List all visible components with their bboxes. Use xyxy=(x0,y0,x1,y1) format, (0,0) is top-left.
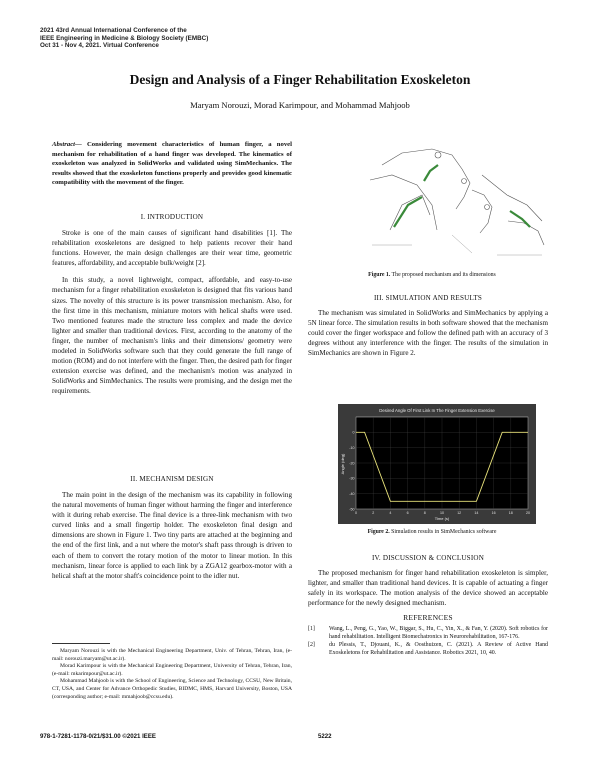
x-tick-label: 12 xyxy=(457,511,462,515)
figure-2-caption xyxy=(312,529,552,535)
y-tick-label: -20 xyxy=(349,461,355,466)
y-tick-label: -50 xyxy=(349,507,355,512)
abstract xyxy=(52,140,292,188)
mechanism-drawing xyxy=(312,135,552,268)
y-tick-label: -40 xyxy=(349,491,355,496)
chart-ylabel: Angle (deg) xyxy=(340,453,345,475)
reference-item xyxy=(308,626,548,641)
motor-green xyxy=(424,165,438,181)
dimension-line-3 xyxy=(452,235,472,253)
x-tick-label: 4 xyxy=(389,511,392,515)
x-tick-label: 10 xyxy=(440,511,444,515)
references-list xyxy=(308,626,548,658)
simulation-paragraph-1: The mechanism was simulated in SolidWorks and SimMechanics by applying a 5N linear force. The simulation results in both software showed that the mechanism could cover the finger workspace and follow the defined path with an accuracy of 3 degrees without any interference with the finger. The results of the simulation in SimMechanics are shown in Figure 2. xyxy=(308,309,548,358)
simulation-heading: III. SIMULATION AND RESULTS xyxy=(374,294,482,302)
simulation-chart xyxy=(338,404,536,524)
chart-xlabel: Time (s) xyxy=(434,516,450,521)
reference-item xyxy=(308,642,548,657)
paper-title: Design and Analysis of a Finger Rehabilitation Exoskeleton xyxy=(129,72,471,87)
fingertip-holder xyxy=(472,190,492,233)
abstract-lead: Abstract xyxy=(52,141,76,148)
intro-heading: I. INTRODUCTION xyxy=(140,213,204,221)
finger-outline-middle xyxy=(370,175,437,230)
footnote-rule xyxy=(52,643,110,644)
reference-text: Wang, L., Peng, G., Yao, W., Biggar, S., Hu, C., Yin, X., & Fan, Y. (2020). Soft robotics for hand rehabilitation. Intelligent Biomechatronics in Neurorehabilitation, 167-176. xyxy=(329,626,548,640)
abstract-text: Considering movement characteristics of human finger, a novel mechanism for rehabilitation of a hand finger was developed. The kinematics of exoskeleton was analyzed in SolidWorks and validated using SimMechanics. The results showed that the exoskeleton functions properly and provides good kinematic compatibility with the movement of the finger. xyxy=(52,141,293,187)
discussion-body xyxy=(308,568,548,608)
joint-1 xyxy=(435,152,441,158)
footnote-3: Mohammad Mahjoob is with the School of Engineering, Science and Technology, CCSU, New Britain, CT, USA, and Center for Advance Orthopedic Studies, BIDMC, HMS, Harvard University, Boston, USA (corresponding author; e-mail: mmahjoob@ccsu.edu). xyxy=(52,678,292,700)
joint-3 xyxy=(485,205,490,210)
figure-2-caption-text: Simulation results in SimMechanics software xyxy=(389,529,497,535)
discussion-paragraph-1: The proposed mechanism for finger hand rehabilitation exoskeleton is simpler, lighter, and smaller than traditional hand devices. It is capable of actuating a finger safely in its workspace. The motion analysis of the device showed an acceptable performance for the newly designed mechanism. xyxy=(308,569,548,608)
simulation-body xyxy=(308,308,548,358)
finger-segment-outline xyxy=(482,175,542,221)
x-tick-label: 0 xyxy=(355,511,357,515)
x-tick-label: 16 xyxy=(491,511,496,515)
discussion-heading: IV. DISCUSSION & CONCLUSION xyxy=(371,554,485,562)
figure-1-caption xyxy=(312,272,552,278)
y-tick-label: 0 xyxy=(352,430,355,435)
x-tick-label: 20 xyxy=(526,511,530,515)
conference-line-3: Oct 31 - Nov 4, 2021. Virtual Conference xyxy=(40,42,159,50)
intro-body xyxy=(52,228,292,397)
conference-header xyxy=(40,27,208,50)
x-tick-label: 18 xyxy=(508,511,513,515)
mechanism-body xyxy=(52,490,292,581)
reference-number: [2] xyxy=(308,642,315,649)
finger-outline-upper xyxy=(382,149,462,169)
conference-line-1: 2021 43rd Annual International Conference of the xyxy=(40,27,187,34)
figure-1-label: Figure 1. xyxy=(368,272,391,278)
link-2-green xyxy=(510,211,530,227)
y-tick-label: -30 xyxy=(349,476,355,481)
intro-paragraph-2: In this study, a novel lightweight, compact, affordable, and easy-to-use mechanism for a finger rehabilitation exoskeleton is designed that fits various hand sizes. The novelty of this structure is its power transmission mechanism. Also, for the first time in this mechanism, miniature motors with helical shafts were used. Two mentioned features made the structure less complex and made the device lighter and smaller than traditional devices. First, according to the anatomy of the finger, the number of mechanism's links and their dimensions/ geometry were modeled in SolidWorks software such that they could generate the full range of motion (ROM) and do not interfere with the finger. Then, the desired path for finger extension exercise was defined, and the mechanism's motion was analyzed in SolidWorks and SimMechanics. The results were promising, and the design met the requirements. xyxy=(52,276,292,396)
references-heading: REFERENCES xyxy=(403,613,453,622)
intro-paragraph-1: Stroke is one of the main causes of significant hand disabilities [1]. The rehabilitation exoskeletons are designed to help patients recover their hand functions. However, the main design challenges are their wear time, geometric features, affordability, and acceptable bulk/weight [2]. xyxy=(52,229,292,268)
joint-2 xyxy=(462,179,467,184)
mechanism-heading: II. MECHANISM DESIGN xyxy=(130,475,214,483)
reference-number: [1] xyxy=(308,626,315,632)
page-number: 5222 xyxy=(318,733,332,740)
paper-authors: Maryam Norouzi, Morad Karimpour, and Mohammad Mahjoob xyxy=(190,100,410,110)
y-tick-label: -10 xyxy=(349,445,355,450)
abstract-dash: — xyxy=(75,141,87,148)
x-tick-label: 6 xyxy=(406,511,409,515)
mechanism-paragraph-1: The main point in the design of the mechanism was its capability in following the natural movements of human finger without harming the finger and interference with it during rehab exercise. The final device is a three-link mechanism with two curved links and a small fingertip holder. The exoskeleton final design and dimensions are shown in Figure 1. Two tiny parts are attached at the beginning and the end of the first link, and a nut where the motor's shaft pass through is driven to each of them to convert the rotary motion of the motor to linear motion. In this mechanism, linear force is applied to each link by a ZGA12 gearbox-motor with a helical shaft at the motor shaft's coincidence point to the idler nut. xyxy=(52,491,292,580)
reference-text: du Plessis, T., Djouani, K., & Oosthuizen, C. (2021). A Review of Active Hand Exoskeletons for Rehabilitation and Assistance. Robotics 2021, 10, 40. xyxy=(329,642,548,656)
footnote-1: Maryam Norouzi is with the Mechanical Engineering Department, Univ. of Tehran, Tehran, Iran, (e-mail: norouzi.maryam@ut.ac.ir). xyxy=(52,648,292,662)
x-tick-label: 14 xyxy=(474,511,479,515)
chart-title: Desired Angle Of First Link In The Finger Extension Exercise xyxy=(379,408,495,413)
isbn-line: 978-1-7281-1178-0/21/$31.00 ©2021 IEEE xyxy=(40,733,156,740)
figure-1-mechanism-drawing xyxy=(312,135,552,268)
x-tick-label: 8 xyxy=(423,511,426,515)
link-1-green xyxy=(394,197,422,227)
x-tick-label: 2 xyxy=(372,511,375,515)
second-link-curve xyxy=(456,169,470,209)
figure-1-caption-text: The proposed mechanism and its dimensions xyxy=(390,272,496,278)
conference-line-2: IEEE Engineering in Medicine & Biology Society (EMBC) xyxy=(40,34,209,42)
figure-2-label: Figure 2. xyxy=(367,529,390,535)
footnotes xyxy=(52,648,292,701)
dimension-arc xyxy=(508,221,544,245)
footnote-2: Morad Karimpour is with the Mechanical Engineering Department, University of Tehran, Tehran, Iran, (e-mail: mkarimpour@ut.ac.ir). xyxy=(52,663,292,677)
figure-2-chart xyxy=(338,404,536,524)
